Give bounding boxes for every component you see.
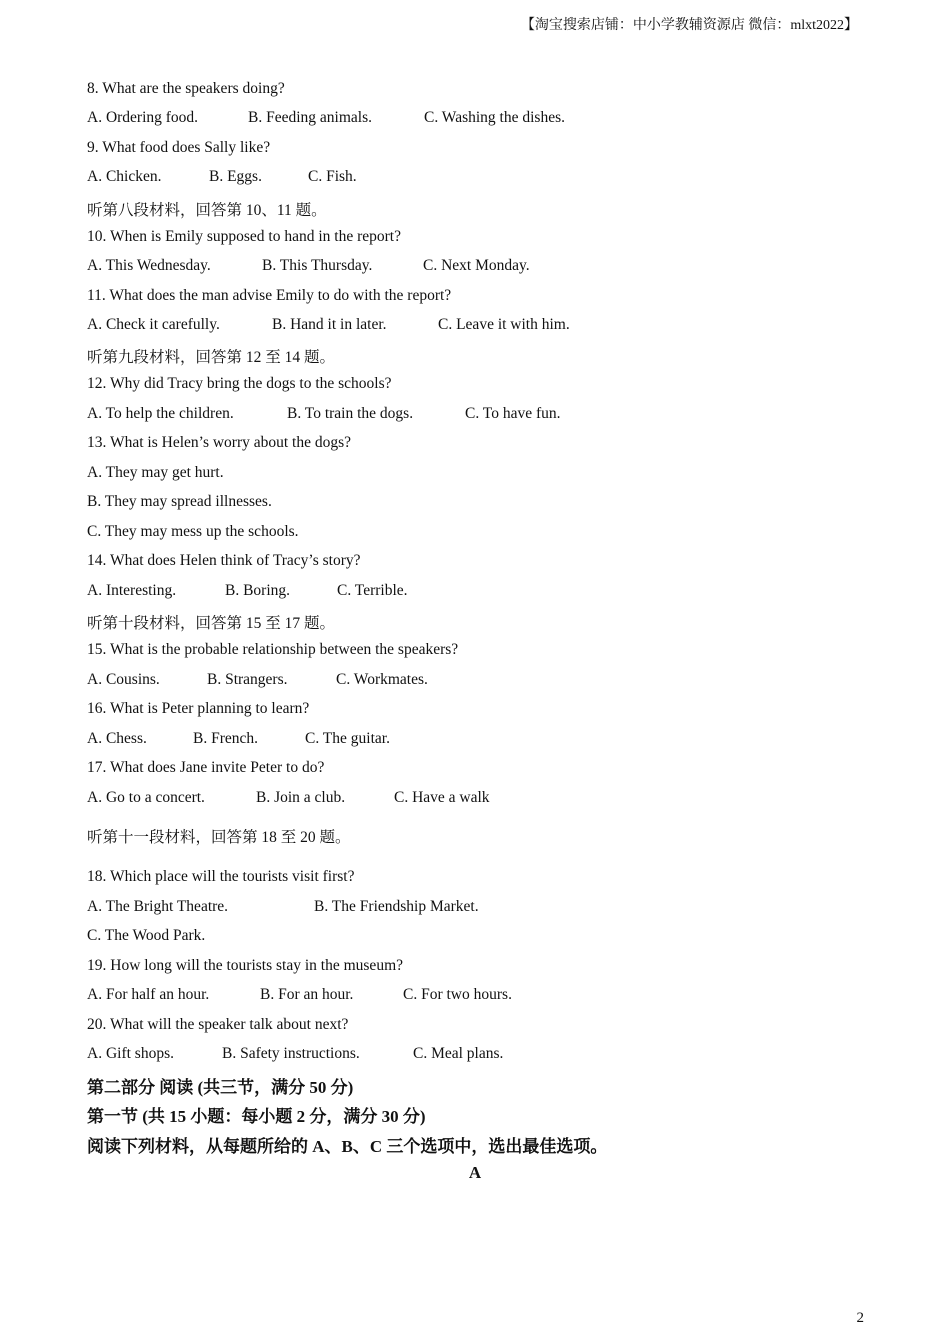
option: C. Leave it with him. [438, 316, 570, 333]
question-20: 20. What will the speaker talk about next? [87, 1016, 349, 1033]
part-heading: 第二部分 阅读 (共三节，满分 50 分) [87, 1078, 354, 1097]
option: A. Interesting. [87, 582, 177, 599]
option: C. The Wood Park. [87, 927, 206, 944]
option: B. Eggs. [209, 168, 262, 185]
options-9 [87, 168, 357, 186]
options-20 [87, 1045, 503, 1063]
option: B. Boring. [225, 582, 291, 599]
option: A. To help the children. [87, 405, 234, 422]
passage-letter: A [468, 1163, 482, 1182]
page-number: 2 [856, 1310, 864, 1326]
question-14: 14. What does Helen think of Tracy’s story? [87, 552, 361, 569]
section-instruction: 听第十段材料，回答第 15 至 17 题。 [87, 615, 336, 632]
option: A. Gift shops. [87, 1045, 174, 1062]
option: A. For half an hour. [87, 986, 210, 1003]
option: A. Ordering food. [87, 109, 199, 126]
question-11: 11. What does the man advise Emily to do with the report? [87, 287, 452, 304]
reading-instruction: 阅读下列材料，从每题所给的 A、B、C 三个选项中，选出最佳选项。 [87, 1137, 608, 1156]
options-19 [87, 986, 512, 1004]
option: C. To have fun. [465, 405, 561, 422]
options-11 [87, 316, 570, 334]
option: B. They may spread illnesses. [87, 493, 272, 510]
option: C. Next Monday. [423, 257, 530, 274]
option: B. For an hour. [260, 986, 354, 1003]
options-18 [87, 898, 479, 916]
question-8: 8. What are the speakers doing? [87, 80, 285, 97]
question-17: 17. What does Jane invite Peter to do? [87, 759, 325, 776]
options-8 [87, 109, 565, 127]
option: A. The Bright Theatre. [87, 898, 229, 915]
options-12 [87, 405, 561, 423]
option: C. They may mess up the schools. [87, 523, 299, 540]
option: A. Cousins. [87, 671, 160, 688]
question-16: 16. What is Peter planning to learn? [87, 700, 310, 717]
option: B. To train the dogs. [287, 405, 414, 422]
option: C. Terrible. [337, 582, 408, 599]
question-19: 19. How long will the tourists stay in the museum? [87, 957, 404, 974]
option: C. For two hours. [403, 986, 512, 1003]
question-9: 9. What food does Sally like? [87, 139, 271, 156]
option: A. Go to a concert. [87, 789, 205, 806]
option: A. Chicken. [87, 168, 162, 185]
option: C. Meal plans. [413, 1045, 504, 1062]
option: B. Hand it in later. [272, 316, 387, 333]
option: B. Strangers. [207, 671, 288, 688]
option: B. Safety instructions. [222, 1045, 360, 1062]
options-10 [87, 257, 530, 275]
option: C. Washing the dishes. [424, 109, 565, 126]
question-15: 15. What is the probable relationship between the speakers? [87, 641, 459, 658]
question-18: 18. Which place will the tourists visit first? [87, 868, 355, 885]
section-instruction: 听第八段材料，回答第 10、11 题。 [87, 202, 327, 219]
section-heading: 第一节 (共 15 小题：每小题 2 分，满分 30 分) [87, 1107, 426, 1126]
option: A. Chess. [87, 730, 147, 747]
option: B. French. [193, 730, 259, 747]
option: B. The Friendship Market. [314, 898, 479, 915]
section-instruction: 听第十一段材料，回答第 18 至 20 题。 [87, 829, 351, 846]
page-header: 【淘宝搜索店铺：中小学教辅资源店 微信：mlxt2022】 [520, 18, 858, 33]
option: B. Join a club. [256, 789, 346, 806]
option: C. Workmates. [336, 671, 428, 688]
option: C. The guitar. [305, 730, 390, 747]
option: A. They may get hurt. [87, 464, 224, 481]
option: C. Have a walk [394, 789, 490, 806]
options-17 [87, 789, 490, 807]
options-16 [87, 730, 390, 748]
options-15 [87, 671, 428, 689]
question-12: 12. Why did Tracy bring the dogs to the schools? [87, 375, 392, 392]
question-13: 13. What is Helen’s worry about the dogs? [87, 434, 352, 451]
option: B. This Thursday. [262, 257, 373, 274]
section-instruction: 听第九段材料，回答第 12 至 14 题。 [87, 349, 336, 366]
option: B. Feeding animals. [248, 109, 372, 126]
question-10: 10. When is Emily supposed to hand in the report? [87, 228, 401, 245]
option: A. Check it carefully. [87, 316, 220, 333]
options-14 [87, 582, 408, 600]
option: A. This Wednesday. [87, 257, 211, 274]
option: C. Fish. [308, 168, 357, 185]
